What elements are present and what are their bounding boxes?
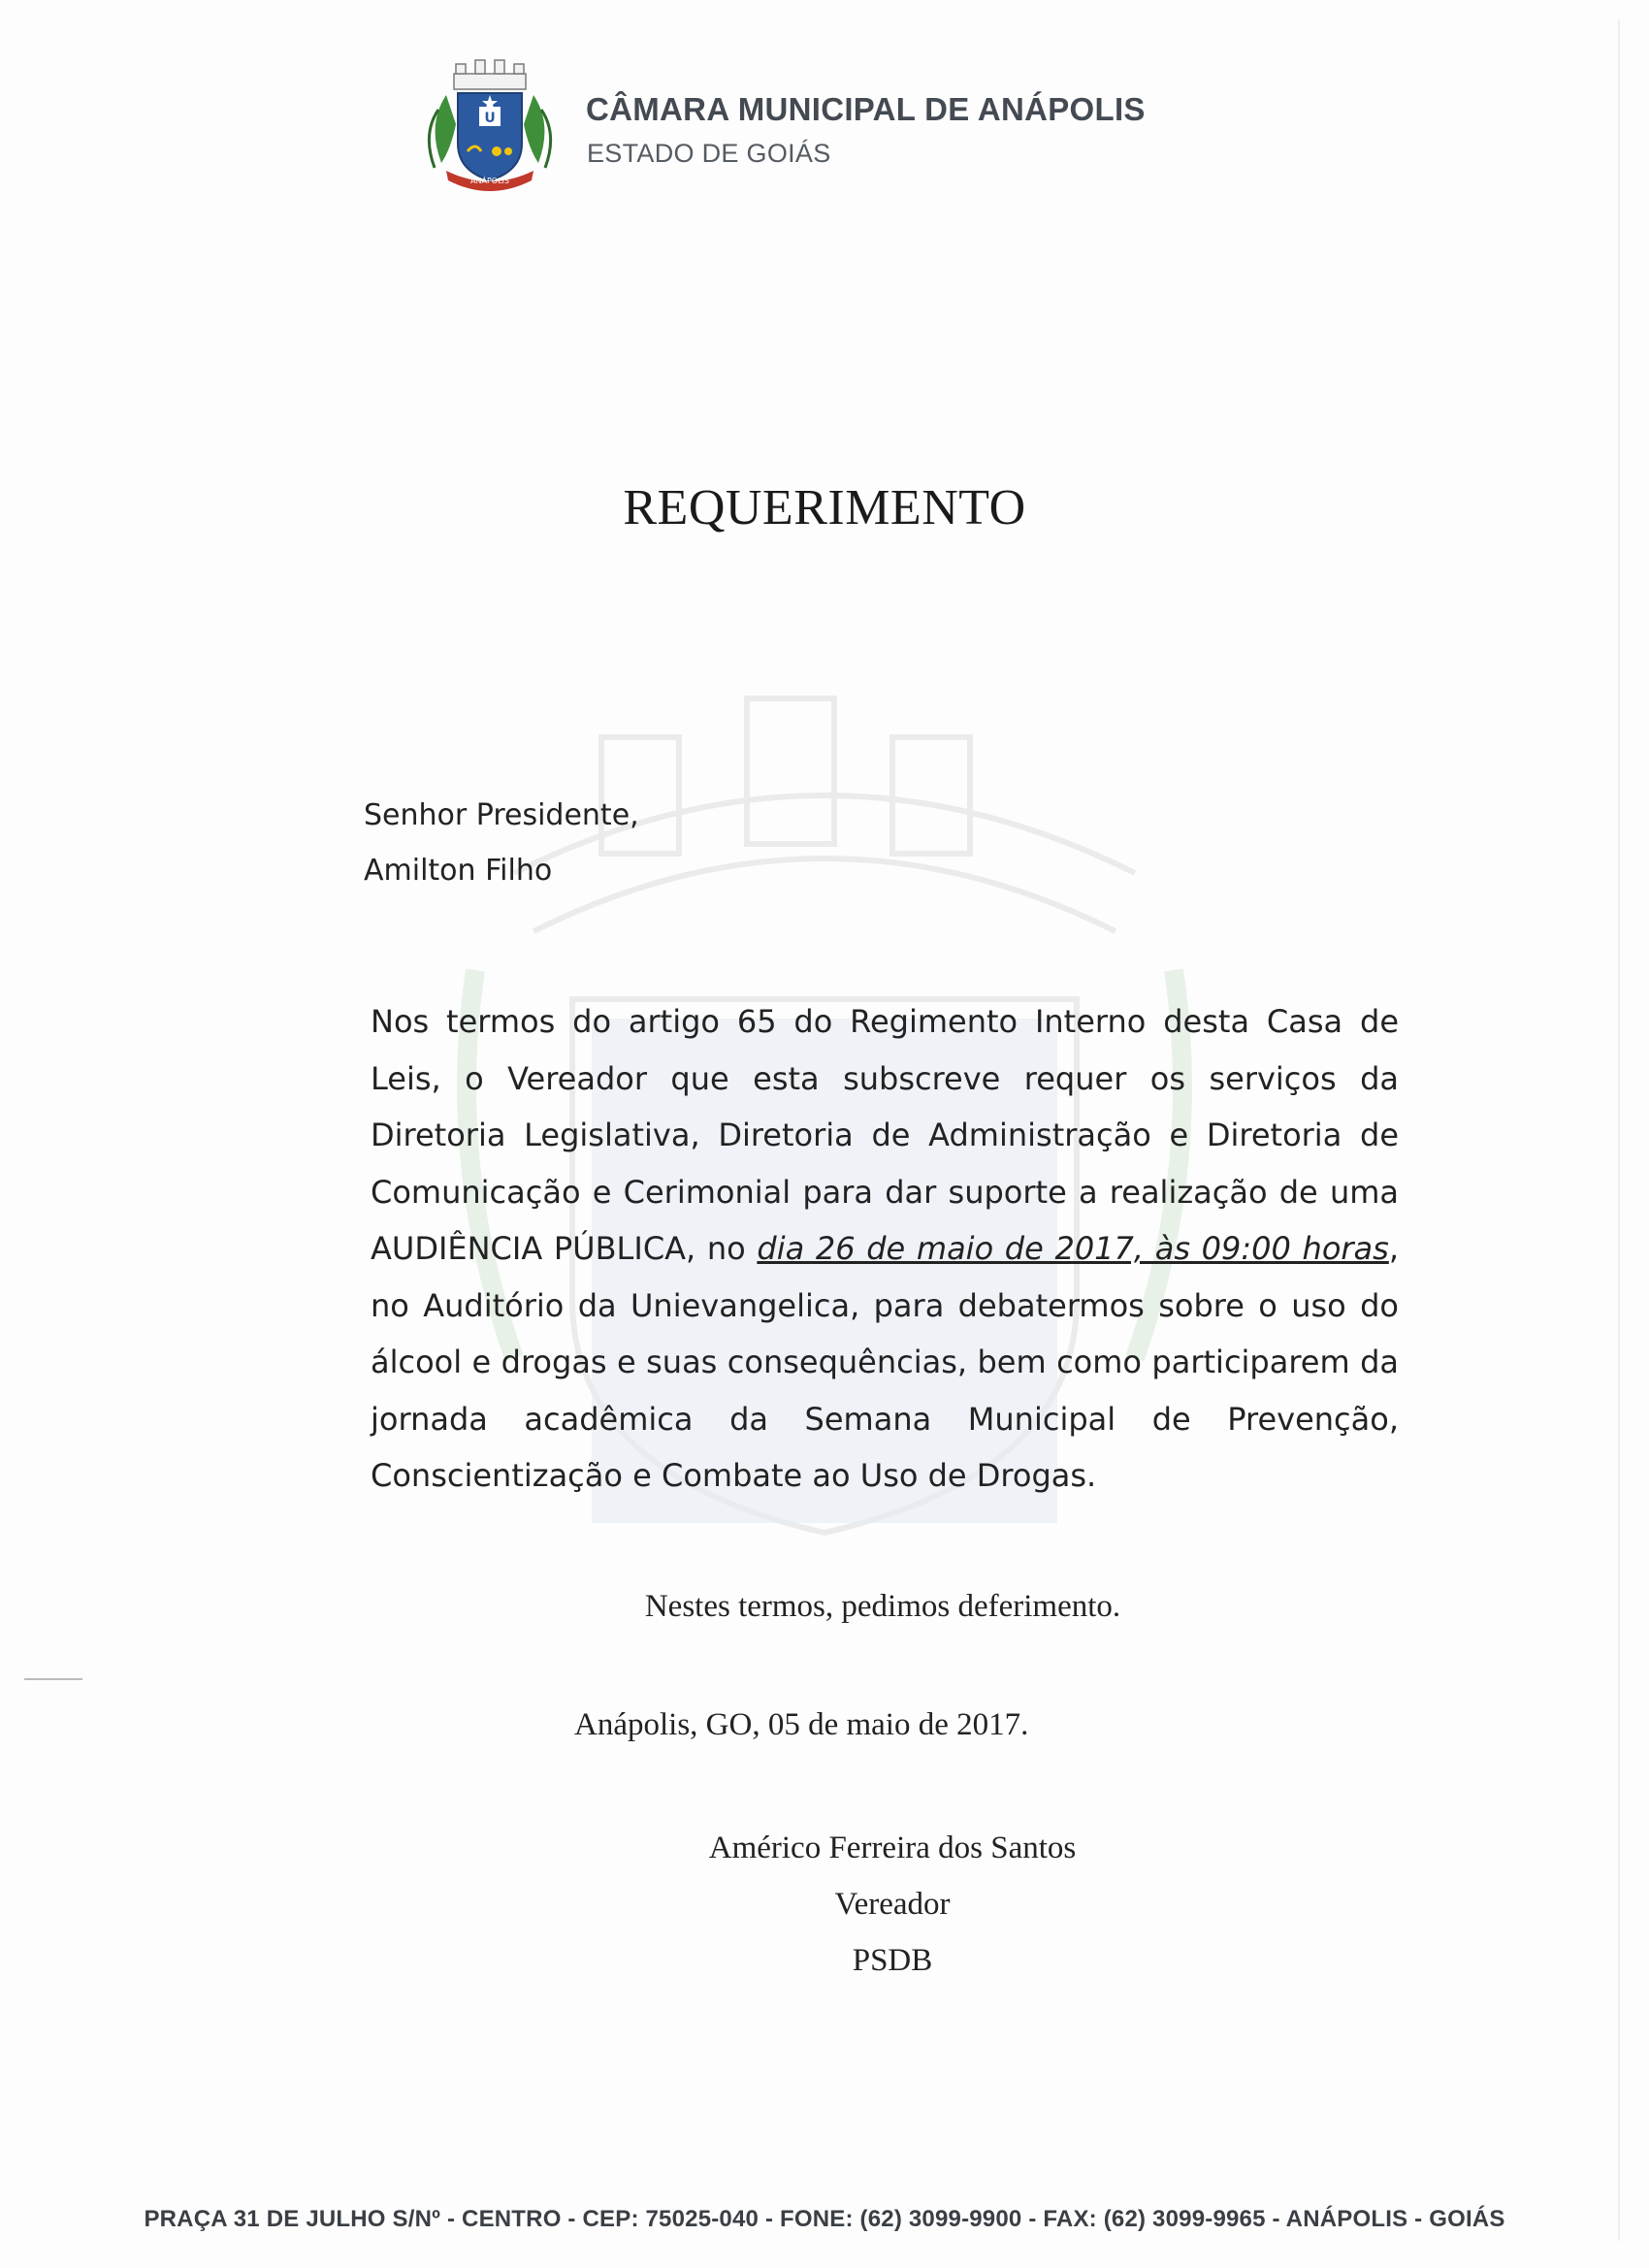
scan-edge bbox=[1618, 19, 1620, 2241]
municipal-crest-logo bbox=[417, 56, 563, 202]
crest-ribbon-text: ANÁPOLIS bbox=[470, 177, 509, 185]
document-title: REQUERIMENTO bbox=[623, 480, 1026, 535]
salutation-addressee-title: Senhor Presidente, bbox=[364, 798, 639, 832]
salutation-block bbox=[364, 788, 639, 898]
place-and-date: Anápolis, GO, 05 de maio de 2017. bbox=[574, 1707, 1029, 1742]
signer-name: Américo Ferreira dos Santos bbox=[708, 1831, 1077, 1865]
footer-address: PRAÇA 31 DE JULHO S/Nº - CENTRO - CEP: 75025-040 - FONE: (62) 3099-9900 - FAX: (62) 3099-9965 - ANÁPOLIS - GOIÁS bbox=[144, 2206, 1505, 2232]
closing-formula: Nestes termos, pedimos deferimento. bbox=[644, 1589, 1121, 1624]
institution-name: CÂMARA MUNICIPAL DE ANÁPOLIS bbox=[586, 91, 1146, 127]
svg-text:U: U bbox=[484, 111, 496, 126]
institution-state: ESTADO DE GOIÁS bbox=[587, 139, 831, 168]
salutation-addressee-name: Amilton Filho bbox=[364, 854, 553, 888]
body-text-part2: , no Auditório da Unievangelica, para debatermos sobre o uso do álcool e drogas e suas consequências, bem como participarem da jornada acadêmica da Semana Municipal de Prevenção, Conscientização e Combate ao Uso de Drogas. bbox=[371, 1230, 1399, 1494]
signature-block bbox=[679, 1820, 1106, 1989]
signer-role: Vereador bbox=[834, 1887, 951, 1922]
body-text-part1: Nos termos do artigo 65 do Regimento Interno desta Casa de Leis, o Vereador que esta subscreve requer os serviços da Diretoria Legislativa, Diretoria de Administração e Diretoria de Comunicação e Cerimonial para dar suporte a realização de uma AUDIÊNCIA PÚBLICA, no bbox=[371, 1003, 1399, 1267]
request-body-paragraph bbox=[371, 993, 1399, 1505]
scan-mark bbox=[24, 1678, 82, 1680]
event-date-highlight: dia 26 de maio de 2017, às 09:00 horas bbox=[757, 1230, 1389, 1267]
signer-party: PSDB bbox=[852, 1943, 933, 1978]
